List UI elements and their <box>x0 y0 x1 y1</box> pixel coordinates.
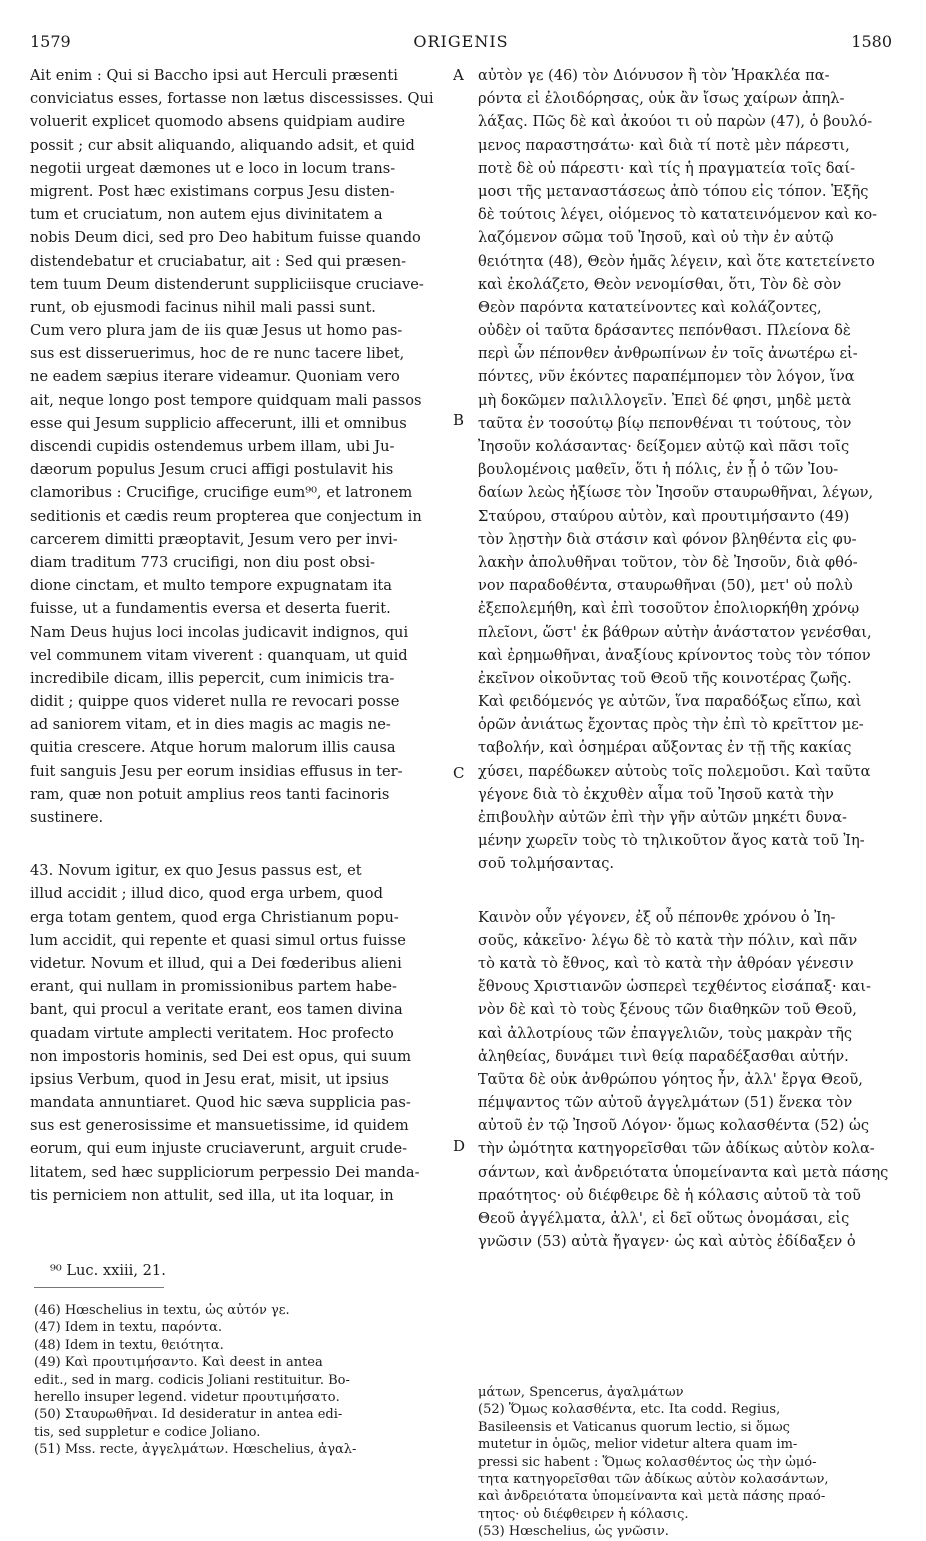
text-line: Cum vero plura jam de iis quæ Jesus ut homo pas- <box>30 322 403 340</box>
text-line: dione cinctam, et multo tempore expugnatam ita <box>30 577 392 595</box>
text-line: tum et cruciatum, non autem ejus divinitatem a <box>30 206 383 224</box>
latin-column <box>30 64 450 1207</box>
text-line: Ait enim : Qui si Baccho ipsi aut Herculi præsenti <box>30 67 398 84</box>
margin-letter-c: C <box>453 764 465 782</box>
text-line: discendi cupidis ostendemus urbem illam, ubi Ju- <box>30 438 395 455</box>
text-line: voluerit explicet quomodo absens quidpiam audire <box>30 113 406 131</box>
text-line: σοῦς, κἀκεῖνο· λέγω δὲ τὸ κατὰ τὴν πόλιν, καὶ πᾶν <box>478 931 858 949</box>
text-line: θειότητα (48), Θεὸν ἡμᾶς λέγειν, καὶ ὅτε κατετείνετο <box>478 252 875 270</box>
text-line: Καινὸν οὖν γέγονεν, ἐξ οὗ πέπονθε χρόνου ὁ Ἰη- <box>478 908 836 926</box>
text-line: distendebatur et cruciabatur, ait : Sed qui præsen- <box>30 252 407 270</box>
text-line: sus est generosissime et mansuetissime, id quidem <box>30 1117 409 1135</box>
text-line: non impostoris hominis, sed Dei est opus, qui suum <box>30 1047 412 1065</box>
text-line: Ταῦτα δὲ οὐκ ἀνθρώπου γόητος ἦν, ἀλλ' ἔργα Θεοῦ, <box>478 1070 863 1088</box>
footnote-90: ⁹⁰ Luc. xxiii, 21. <box>50 1262 166 1279</box>
text-line: ne eadem sæpius iterare videamur. Quoniam vero <box>30 368 400 386</box>
text-line: ram, quæ non potuit amplius reos tanti facinoris <box>30 785 390 803</box>
text-line: tis perniciem non attulit, sed illa, ut ita loquar, in <box>30 1186 394 1204</box>
text-line: μενος παραστησάτω· καὶ διὰ τί ποτὲ μὲν πάρεστι, <box>478 136 850 154</box>
text-line: μὴ δοκῶμεν παλιλλογεῖν. Ἐπεὶ δέ φησι, μηδὲ μετὰ <box>478 391 852 409</box>
note-line: (52) Ὅμως κολασθέντα, etc. Ita codd. Regius, <box>478 1402 781 1418</box>
text-line: runt, ob ejusmodi facinus nihil mali passi sunt. <box>30 298 376 316</box>
text-line: incredibile dicam, illis pepercit, cum inimicis tra- <box>30 669 395 687</box>
margin-letter-a: A <box>453 66 464 84</box>
note-line: tis, sed suppletur e codice Joliano. <box>34 1424 261 1440</box>
note-line: mutetur in ὁμῶς, melior videtur altera quam im- <box>478 1437 798 1453</box>
text-line: migrent. Post hæc existimans corpus Jesu disten- <box>30 182 395 200</box>
text-line: αὐτὸν γε (46) τὸν Διόνυσον ἢ τὸν Ἡρακλέα πα- <box>478 67 830 84</box>
text-line: πραότητος· οὐ διέφθειρε δὲ ἡ κόλασις αὐτοῦ τὰ τοῦ <box>478 1186 861 1204</box>
text-line: δαίων λεὼς ἠξίωσε τὸν Ἰησοῦν σταυρωθῆναι, λέγων, <box>478 484 874 502</box>
text-line: ait, neque longo post tempore quidquam mali passos <box>30 391 422 409</box>
text-line: bant, qui procul a veritate erant, eos tamen divina <box>30 1001 403 1019</box>
text-line: ἀληθείας, δυνάμει τινὶ θείᾳ παραδέξασθαι αὐτήν. <box>478 1047 849 1065</box>
note-line: edit., sed in marg. codicis Joliani restituitur. Bo- <box>34 1372 350 1388</box>
note-line: (47) Idem in textu, παρόντα. <box>34 1320 222 1336</box>
text-line: οὐδὲν οἱ ταῦτα δράσαντες πεπόνθασι. Πλείονα δὲ <box>478 322 851 340</box>
text-line: πόντες, νῦν ἑκόντες παραπέμπομεν τὸν λόγον, ἵνα <box>478 368 855 386</box>
text-line: ποτὲ δὲ οὐ πάρεστι· καὶ τίς ἡ πραγματεία τοῖς δαί- <box>478 159 856 177</box>
text-line: νον παραδοθέντα, σταυρωθῆναι (50), μετ' οὐ πολὺ <box>478 577 853 595</box>
text-line: ἔθνους Χριστιανῶν ὡσπερεὶ τεχθέντος εἰσάπαξ· και- <box>478 978 871 996</box>
text-line: λακὴν ἀπολυθῆναι τοῦτον, τὸν δὲ Ἰησοῦν, διὰ φθό- <box>478 553 858 571</box>
text-line: conviciatus esses, fortasse non lætus discessisses. Qui <box>30 90 434 108</box>
text-line: mandata annuntiaret. Quod hic sæva supplicia pas- <box>30 1094 411 1112</box>
text-line: Θεὸν παρόντα κατατείνοντες καὶ κολάζοντες, <box>478 298 822 316</box>
note-line: herello insuper legend. videtur προυτιμήσατο. <box>34 1389 340 1405</box>
text-line: eorum, qui eum injuste cruciaverunt, arguit crude- <box>30 1140 408 1158</box>
text-line: seditionis et cædis reum propterea que conjectum in <box>30 507 422 525</box>
text-line: litatem, sed hæc suppliciorum perpessio Dei manda- <box>30 1163 420 1181</box>
text-line: γνῶσιν (53) αὐτὰ ἤγαγεν· ὡς καὶ αὐτὸς ἐδίδαξεν ὁ <box>478 1233 856 1251</box>
text-line: ταβολήν, καὶ ὁσημέραι αὔξοντας ἐν τῇ τῆς κακίας <box>478 739 852 757</box>
text-line: didit ; quippe quos videret nulla re revocari posse <box>30 693 400 711</box>
text-line: καὶ ἐρημωθῆναι, ἀναξίους κρίνοντος τοὺς τὸν τόπον <box>478 646 871 664</box>
text-line: ad saniorem vitam, et in dies magis ac magis ne- <box>30 716 391 734</box>
note-line: μάτων, Spencerus, ἀγαλμάτων <box>478 1385 684 1400</box>
text-line: erant, qui nullam in promissionibus partem habe- <box>30 978 397 996</box>
text-line: Nam Deus hujus loci incolas judicavit indignos, qui <box>30 623 409 641</box>
text-line: sustinere. <box>30 809 104 826</box>
text-line: illud accidit ; illud dico, quod erga urbem, quod <box>30 885 383 903</box>
text-line: videtur. Novum et illud, qui a Dei fœderibus alieni <box>30 954 402 972</box>
text-line: μένην χωρεῖν τοὺς τὸ τηλικοῦτον ἄγος κατὰ τοῦ Ἰη- <box>478 832 865 850</box>
note-line: καὶ ἀνδρειότατα ὑπομείναντα καὶ μετὰ πάσης πραό- <box>478 1489 826 1505</box>
text-line: λάξας. Πῶς δὲ καὶ ἀκούοι τι οὐ παρὼν (47), ὁ βουλό- <box>478 113 873 131</box>
text-line: possit ; cur absit aliquando, aliquando adsit, et quid <box>30 136 415 154</box>
paragraph-gap <box>30 829 450 859</box>
text-line: καὶ ἀλλοτρίους τῶν ἐπαγγελιῶν, τοὺς μακρὰν τῆς <box>478 1024 853 1042</box>
text-line: 43. Novum igitur, ex quo Jesus passus est, et <box>30 862 362 880</box>
text-line: nobis Deum dici, sed pro Deo habitum fuisse quando <box>30 229 421 247</box>
text-line: Θεοῦ ἀγγέλματα, ἀλλ', εἰ δεῖ οὕτως ὀνομάσαι, εἰς <box>478 1210 850 1227</box>
text-line: ταῦτα ἐν τοσούτῳ βίῳ πεπονθέναι τι τούτους, τὸν <box>478 414 852 432</box>
text-line: σάντων, καὶ ἀνδρειότατα ὑπομείναντα καὶ μετὰ πάσης <box>478 1163 889 1181</box>
text-line: diam traditum 773 crucifigi, non diu post obsi- <box>30 553 375 571</box>
text-line: fuisse, ut a fundamentis eversa et deserta fuerit. <box>30 600 391 618</box>
text-line: clamoribus : Crucifige, crucifige eum⁹⁰, et latronem <box>30 484 413 502</box>
text-line: δὲ τούτοις λέγει, οἰόμενος τὸ κατατεινόμενον καὶ κο- <box>478 206 878 224</box>
text-line: πλεῖονι, ὥστ' ἐκ βάθρων αὐτὴν ἀνάστατον γενέσθαι, <box>478 623 872 641</box>
text-line: ἐκεῖνον οἰκοῦντας τοῦ Θεοῦ τῆς κοινοτέρας ζωῆς. <box>478 669 852 687</box>
text-line: quitia crescere. Atque horum malorum illis causa <box>30 739 396 757</box>
text-line: negotii urgeat dæmones ut e loco in locum trans- <box>30 159 396 177</box>
text-line: ipsius Verbum, quod in Jesu erat, misit, ut ipsius <box>30 1070 389 1088</box>
text-line: ἐξεπολεμήθη, καὶ ἐπὶ τοσοῦτον ἐπολιορκήθη χρόνῳ <box>478 600 860 618</box>
text-line: dæorum populus Jesum cruci affigi postulavit his <box>30 461 394 479</box>
text-line: vel communem vitam viverent : quanquam, ut quid <box>30 646 408 664</box>
text-line: αὐτοῦ ἐν τῷ Ἰησοῦ Λόγον· ὅμως κολασθέντα (52) ὡς <box>478 1117 870 1135</box>
note-line: (48) Idem in textu, θειότητα. <box>34 1337 224 1353</box>
text-line: καὶ ἐκολάζετο, Θεὸν νενομίσθαι, ὅτι, Τὸν δὲ σὸν <box>478 275 842 293</box>
text-line: Ἰησοῦν κολάσαντας· δείξομεν αὐτῷ καὶ πᾶσι τοῖς <box>478 438 850 455</box>
text-line: πέμψαντος τῶν αὐτοῦ ἀγγελμάτων (51) ἕνεκα τὸν <box>478 1094 853 1112</box>
text-line: ρόντα εἰ ἐλοιδόρησας, οὐκ ἂν ἴσως χαίρων ἀπηλ- <box>478 90 845 108</box>
running-header <box>30 32 892 56</box>
text-line: μοσι τῆς μεταναστάσεως ἀπὸ τόπου εἰς τόπον. Ἑξῆς <box>478 182 869 200</box>
text-line: sus est disseruerimus, hoc de re nunc tacere libet, <box>30 345 405 363</box>
text-line: τὴν ὠμότητα κατηγορεῖσθαι τῶν ἀδίκως αὐτὸν κολα- <box>478 1140 875 1158</box>
greek-column <box>478 64 892 1253</box>
text-line: Καὶ φειδόμενός γε αὐτῶν, ἵνα παραδόξως εἴπω, καὶ <box>478 693 862 711</box>
note-line: τητος· οὐ διέφθειρεν ἡ κόλασις. <box>478 1506 689 1522</box>
text-line: carcerem dimitti præoptavit, Jesum vero per invi- <box>30 530 398 548</box>
text-line: ἐπιβουλὴν αὐτῶν ἐπὶ τὴν γῆν αὐτῶν μηκέτι δυνα- <box>478 809 847 826</box>
text-line: νὸν δὲ καὶ τὸ τοὺς ξένους τῶν διαθηκῶν τοῦ Θεοῦ, <box>478 1001 857 1019</box>
margin-letter-d: D <box>453 1137 466 1155</box>
text-line: Σταύρου, σταύρου αὐτὸν, καὶ προυτιμήσαντο (49) <box>478 507 850 525</box>
note-line: (50) Σταυρωθῆναι. Id desideratur in antea edi- <box>34 1407 343 1423</box>
text-line: lum accidit, qui repente et quasi simul ortus fuisse <box>30 931 406 949</box>
text-line: ὁρῶν ἀνιάτως ἔχοντας πρὸς τὴν ἐπὶ τὸ κρεῖττον με- <box>478 716 864 734</box>
note-line: (51) Mss. recte, ἀγγελμάτων. Hœschelius, ἀγαλ- <box>34 1442 357 1458</box>
notes-left <box>34 1302 450 1459</box>
note-line: (49) Καὶ προυτιμήσαντο. Καὶ deest in antea <box>34 1355 323 1371</box>
footnote-rule <box>34 1287 164 1288</box>
text-line: quadam virtute amplecti veritatem. Hoc profecto <box>30 1024 394 1042</box>
note-line: pressi sic habent : Ὅμως κολασθέντος ὡς τὴν ὠμό- <box>478 1454 817 1470</box>
text-line: esse qui Jesum supplicio affecerunt, illi et omnibus <box>30 414 407 432</box>
margin-letter-b: B <box>453 411 465 429</box>
text-line: τὸ κατὰ τὸ ἔθνος, καὶ τὸ κατὰ τὴν ἀθρόαν γένεσιν <box>478 954 854 972</box>
text-line: λαζόμενον σῶμα τοῦ Ἰησοῦ, καὶ οὐ τὴν ἐν αὐτῷ <box>478 229 834 247</box>
note-line: τητα κατηγορεῖσθαι τῶν ἀδίκως αὐτὸν κολασάντων, <box>478 1471 829 1487</box>
text-line: χύσει, παρέδωκεν αὐτοὺς τοῖς πολεμοῦσι. Καὶ ταῦτα <box>478 762 871 780</box>
text-line: γέγονε διὰ τὸ ἐκχυθὲν αἷμα τοῦ Ἰησοῦ κατὰ τὴν <box>478 785 834 803</box>
text-line: σοῦ τολμήσαντας. <box>478 855 615 873</box>
text-line: βουλομένοις μαθεῖν, ὅτι ἡ πόλις, ἐν ᾗ ὁ τῶν Ἰου- <box>478 461 839 479</box>
page-number-right: 1580 <box>851 32 892 51</box>
text-line: erga totam gentem, quod erga Christianum popu- <box>30 908 399 926</box>
running-title: ORIGENIS <box>413 32 509 51</box>
text-line: περὶ ὧν πέπονθεν ἀνθρωπίνων ἐν τοῖς ἀνωτέρω εἰ- <box>478 345 858 363</box>
paragraph-gap <box>478 876 892 906</box>
text-line: fuit sanguis Jesu per eorum insidias effusus in ter- <box>30 762 403 780</box>
note-line: (53) Hœschelius, ὡς γνῶσιν. <box>478 1524 669 1540</box>
note-line: (46) Hœschelius in textu, ὡς αὐτόν γε. <box>34 1303 290 1318</box>
page-number-left: 1579 <box>30 32 71 51</box>
notes-right <box>478 1384 892 1541</box>
text-line: tem tuum Deum distenderunt suppliciisque cruciave- <box>30 275 424 293</box>
note-line: Basileensis et Vaticanus quorum lectio, si ὅμως <box>478 1419 790 1435</box>
text-line: τὸν λῃστὴν διὰ στάσιν καὶ φόνον βληθέντα εἰς φυ- <box>478 530 857 548</box>
